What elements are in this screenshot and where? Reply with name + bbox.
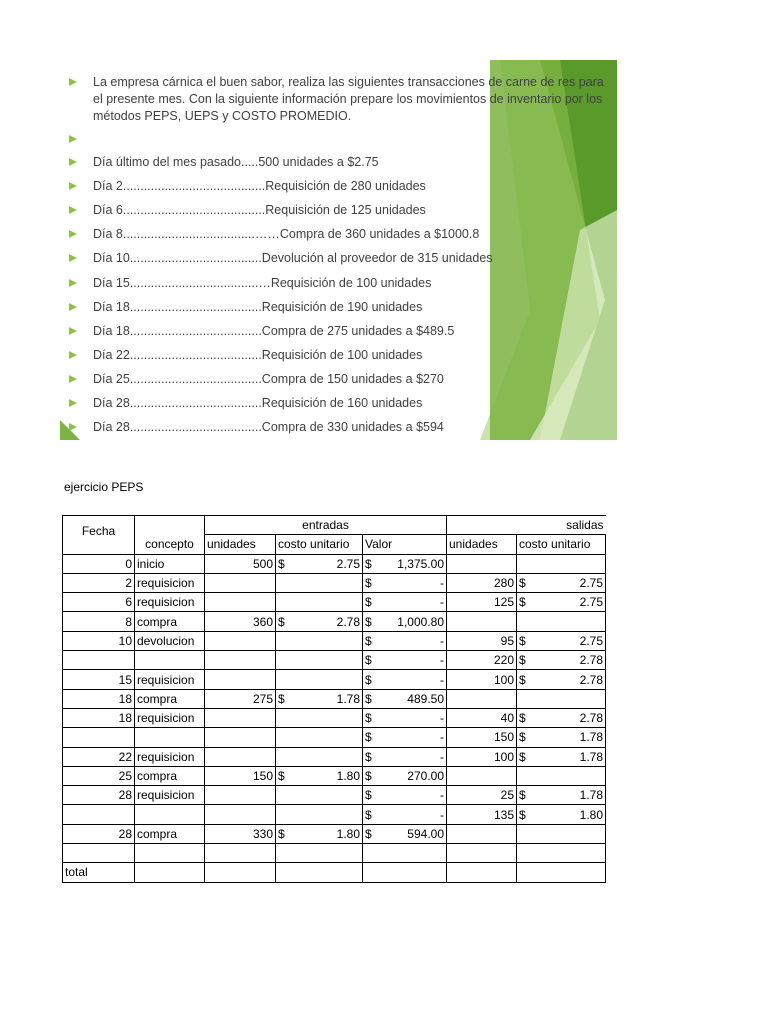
slide-text: Día 18......................................Compra de 275 unidades a $489.5 (93, 323, 455, 338)
costo-entrada: 2.75 (336, 556, 360, 571)
fecha: 18 (118, 691, 132, 706)
currency: $ (519, 633, 526, 648)
slide-text: Día 25......................................Compra de 150 unidades a $270 (93, 371, 444, 386)
slide-text: La empresa cárnica el buen sabor, realiza las siguientes transacciones de carne de res para (93, 75, 604, 89)
fecha: 25 (118, 769, 132, 783)
valor: - (440, 788, 444, 803)
slide-text: Día 10......................................Devolución al proveedor de 315 unidades (93, 251, 493, 266)
concepto: requisicion (137, 672, 195, 687)
bullet-arrow-icon (69, 423, 77, 431)
currency: $ (278, 826, 285, 841)
costo-salida: 2.75 (579, 576, 603, 591)
valor: - (440, 576, 444, 591)
concepto: compra (137, 614, 178, 629)
header-concepto: concepto (135, 535, 205, 554)
currency: $ (519, 711, 526, 726)
currency: $ (365, 826, 372, 841)
valor: - (440, 749, 444, 764)
currency: $ (365, 749, 372, 764)
slide-text: Día 8......................................……Compra de 360 unidades a $1000.8 (93, 227, 480, 242)
fecha: 6 (125, 595, 132, 610)
bullet-arrow-icon (69, 327, 77, 335)
table-row (63, 824, 606, 843)
bullet-arrow-icon (69, 303, 77, 311)
slide-text: métodos PEPS, UEPS y COSTO PROMEDIO. (93, 109, 352, 123)
table-row (63, 631, 606, 650)
currency: $ (519, 749, 526, 764)
slide-text: Día 28......................................Requisición de 160 unidades (93, 396, 423, 410)
currency: $ (365, 576, 372, 591)
bullet-arrow-icon (69, 279, 77, 287)
instructions-slide-image (60, 60, 617, 440)
costo-salida: 2.78 (579, 653, 603, 668)
bullet-arrow-icon (69, 375, 77, 383)
table-row (63, 805, 606, 824)
unidades-salida: 95 (500, 633, 514, 648)
costo-entrada: 1.80 (336, 769, 360, 783)
unidades-salida: 220 (493, 653, 514, 668)
header-salidas: salidas (447, 516, 606, 535)
table-row (63, 670, 606, 689)
costo-salida: 1.78 (579, 749, 603, 764)
currency: $ (519, 653, 526, 668)
currency: $ (519, 672, 526, 687)
costo-entrada: 1.80 (336, 826, 360, 841)
currency: $ (365, 672, 372, 687)
bullet-arrow-icon (69, 182, 77, 190)
valor: 489.50 (407, 691, 444, 706)
table-row (63, 766, 606, 785)
currency: $ (365, 653, 372, 668)
currency: $ (365, 807, 372, 822)
currency: $ (365, 711, 372, 726)
header-unidades: unidades (205, 535, 276, 554)
costo-entrada: 2.78 (336, 614, 360, 629)
bullet-arrow-icon (69, 135, 77, 143)
bullet-arrow-icon (69, 78, 77, 86)
slide-text: Día 22......................................Requisición de 100 unidades (93, 347, 423, 362)
fecha: 8 (125, 614, 132, 629)
unidades-salida: 135 (493, 807, 514, 822)
peps-table (62, 515, 606, 883)
costo-salida: 1.78 (579, 788, 603, 803)
table-row (63, 708, 606, 727)
bullet-arrow-icon (69, 351, 77, 359)
table-row (63, 689, 606, 708)
total-row (63, 863, 606, 882)
unidades-entrada: 500 (252, 556, 273, 571)
concepto: devolucion (137, 633, 195, 648)
costo-salida: 1.78 (579, 730, 603, 745)
unidades-entrada: 330 (252, 826, 273, 841)
concepto: requisicion (137, 711, 195, 726)
costo-salida: 2.75 (579, 595, 603, 610)
unidades-salida: 100 (493, 749, 514, 764)
table-row (63, 651, 606, 670)
header-costo-salidas: costo unitario (517, 535, 606, 554)
currency: $ (278, 556, 285, 571)
currency: $ (365, 595, 372, 610)
valor: - (440, 711, 444, 726)
currency: $ (365, 691, 372, 706)
concepto: compra (137, 691, 178, 706)
table-row (63, 786, 606, 805)
fecha: 10 (118, 633, 132, 648)
table-row (63, 573, 606, 592)
table-row (63, 844, 606, 863)
table-row (63, 728, 606, 747)
table-row (63, 554, 606, 573)
table-row (63, 593, 606, 612)
table-row (63, 612, 606, 631)
currency: $ (519, 595, 526, 610)
valor: - (440, 595, 444, 610)
bullet-arrow-icon (69, 158, 77, 166)
costo-salida: 2.78 (579, 672, 603, 687)
concepto: inicio (137, 556, 165, 571)
header-costo: costo unitario (276, 535, 363, 554)
unidades-salida: 280 (493, 576, 514, 591)
currency: $ (365, 614, 372, 629)
currency: $ (519, 576, 526, 591)
currency: $ (365, 769, 372, 783)
currency: $ (519, 788, 526, 803)
currency: $ (519, 730, 526, 745)
fecha: 18 (118, 711, 132, 726)
fecha: 2 (125, 576, 132, 591)
costo-salida: 2.78 (579, 711, 603, 726)
fecha: 15 (118, 672, 132, 687)
valor: 594.00 (407, 826, 444, 841)
unidades-entrada: 360 (252, 614, 273, 629)
header-unidades-salidas: unidades (447, 535, 517, 554)
header-fecha: Fecha (63, 516, 135, 555)
fecha: 22 (118, 749, 132, 764)
currency: $ (519, 807, 526, 822)
fecha: 0 (125, 556, 132, 571)
currency: $ (365, 633, 372, 648)
concepto: compra (137, 826, 178, 841)
bullet-arrow-icon (69, 206, 77, 214)
valor: - (440, 807, 444, 822)
slide-text: Día 6.........................................Requisición de 125 unidades (93, 203, 426, 218)
currency: $ (365, 788, 372, 803)
valor: 270.00 (407, 769, 444, 783)
valor: 1,375.00 (397, 556, 444, 571)
total-label: total (63, 863, 135, 882)
concepto: requisicion (137, 749, 195, 764)
exercise-label: ejercicio PEPS (64, 480, 144, 494)
currency: $ (278, 691, 285, 706)
unidades-salida: 100 (493, 672, 514, 687)
concepto: requisicion (137, 595, 195, 610)
costo-entrada: 1.78 (336, 691, 360, 706)
costo-salida: 1.80 (579, 807, 603, 822)
unidades-salida: 25 (500, 788, 514, 803)
concepto: compra (137, 769, 178, 783)
bullet-arrow-icon (69, 399, 77, 407)
unidades-salida: 150 (493, 730, 514, 745)
concepto: requisicion (137, 576, 195, 591)
unidades-entrada: 275 (252, 691, 273, 706)
costo-salida: 2.75 (579, 633, 603, 648)
valor: - (440, 633, 444, 648)
valor: - (440, 730, 444, 745)
slide-text: Día 28......................................Compra de 330 unidades a $594 (93, 420, 444, 435)
currency: $ (278, 769, 285, 783)
header-valor: Valor (363, 535, 447, 554)
currency: $ (365, 730, 372, 745)
slide-text: Día 15.....................................…Requisición de 100 unidades (93, 275, 432, 290)
bullet-arrow-icon (69, 230, 77, 238)
slide-text: el presente mes. Con la siguiente información prepare los movimientos de inventario por los (93, 92, 603, 106)
currency: $ (278, 614, 285, 629)
bullet-arrow-icon (69, 254, 77, 262)
unidades-salida: 40 (500, 711, 514, 726)
header-entradas: entradas (205, 516, 447, 535)
table-row (63, 747, 606, 766)
unidades-salida: 125 (493, 595, 514, 610)
currency: $ (365, 556, 372, 571)
slide-text: Día 2.........................................Requisición de 280 unidades (93, 179, 426, 194)
concepto: requisicion (137, 788, 195, 803)
fecha: 28 (118, 826, 132, 841)
valor: - (440, 672, 444, 687)
slide-text: Día último del mes pasado.....500 unidades a $2.75 (93, 155, 379, 169)
fecha: 28 (118, 788, 132, 803)
valor: - (440, 653, 444, 668)
unidades-entrada: 150 (252, 769, 273, 783)
slide-text: Día 18......................................Requisición de 190 unidades (93, 299, 423, 314)
valor: 1,000.80 (397, 614, 444, 629)
